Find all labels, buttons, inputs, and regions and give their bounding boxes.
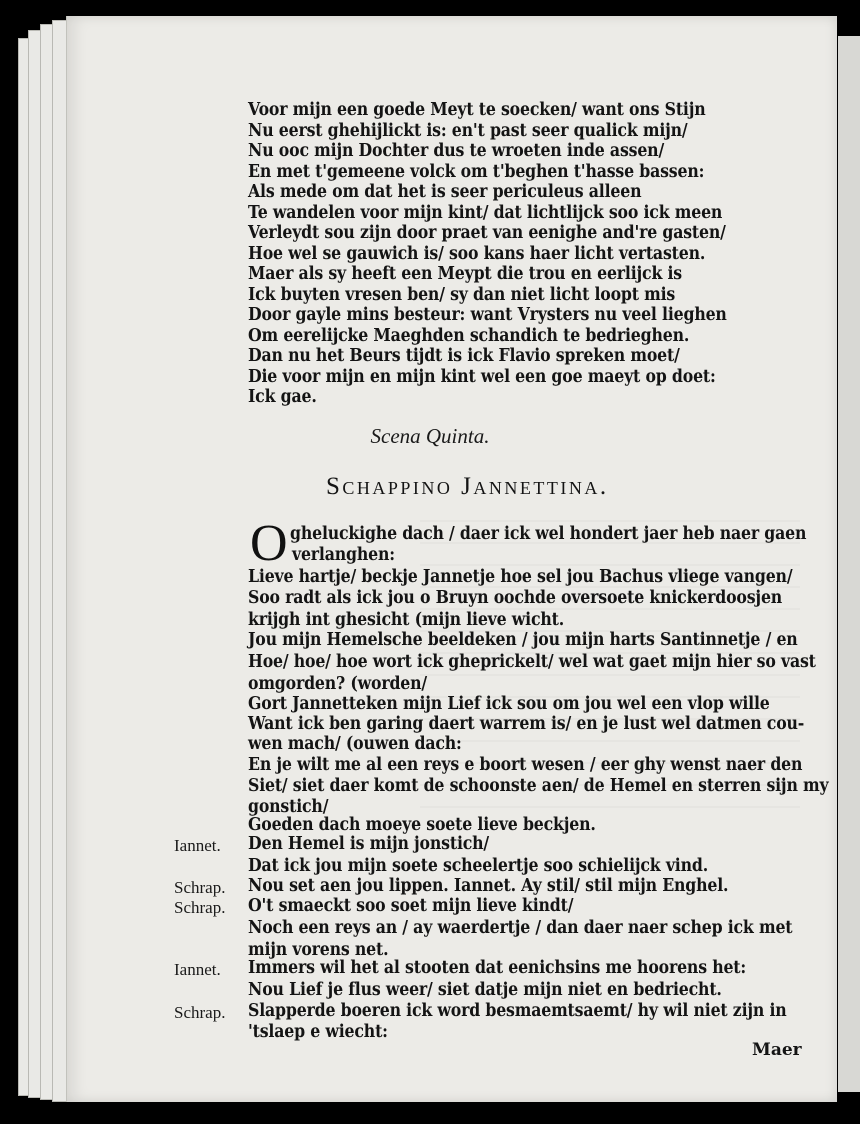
verse-line: Als mede om dat het is seer periculeus alleen bbox=[248, 182, 642, 202]
verse-line: Ick gae. bbox=[248, 387, 317, 407]
dialogue-line: gheluckighe dach / daer ick wel hondert jaer heb naer gaen bbox=[290, 524, 807, 544]
verse-line: Voor mijn een goede Meyt te soecken/ want ons Stijn bbox=[248, 100, 706, 120]
dialogue-line: Hoe/ hoe/ hoe wort ick gheprickelt/ wel wat gaet mijn hier so vast bbox=[248, 652, 816, 672]
scene-heading: Schappino Jannettina. bbox=[326, 473, 609, 500]
speaker-label: Iannet. bbox=[174, 960, 221, 979]
drop-cap: O bbox=[250, 515, 288, 572]
dialogue-line: Jou mijn Hemelsche beeldeken / jou mijn harts Santinnetje / en bbox=[248, 630, 798, 650]
dialogue-line: Slapperde boeren ick word besmaemtsaemt/ hy wil niet zijn in bbox=[248, 1001, 787, 1021]
verse-line: Dan nu het Beurs tijdt is ick Flavio spreken moet/ bbox=[248, 346, 680, 366]
dialogue-line: krijgh int ghesicht (mijn lieve wicht. bbox=[248, 610, 565, 630]
dialogue-line: Den Hemel is mijn jonstich/ bbox=[248, 834, 490, 854]
verse-line: Maer als sy heeft een Meypt die trou en eerlijck is bbox=[248, 264, 682, 284]
dialogue-line: Noch een reys an / ay waerdertje / dan daer naer schep ick met bbox=[248, 918, 793, 938]
facing-page-edge bbox=[838, 36, 860, 1092]
dialogue-line: En je wilt me al een reys e boort wesen / eer ghy wenst naer den bbox=[248, 755, 803, 775]
verse-line: Nu eerst ghehijlickt is: en't past seer qualick mijn/ bbox=[248, 120, 688, 141]
verse-line: Nu ooc mijn Dochter dus te wroeten inde assen/ bbox=[248, 141, 665, 161]
scene-title: Scena Quinta. bbox=[370, 424, 490, 448]
dialogue-line: gonstich/ bbox=[248, 797, 329, 817]
verse-line: Door gayle mins besteur: want Vrysters nu veel lieghen bbox=[248, 305, 727, 325]
speaker-label: Schrap. bbox=[174, 878, 226, 897]
verse-line: Die voor mijn en mijn kint wel een goe maeyt op doet: bbox=[248, 366, 716, 387]
dialogue-line: Goeden dach moeye soete lieve beckjen. bbox=[248, 815, 596, 835]
dialogue-line: 'tslaep e wiecht: bbox=[248, 1022, 388, 1042]
verse-line: Om eerelijcke Maeghden schandich te bedrieghen. bbox=[248, 325, 690, 346]
verse-line: En met t'gemeene volck om t'beghen t'hasse bassen: bbox=[248, 161, 705, 182]
catchword: Maer bbox=[752, 1040, 802, 1060]
verse-line: Te wandelen voor mijn kint/ dat lichtlijck soo ick meen bbox=[248, 202, 723, 223]
dialogue-line: Nou set aen jou lippen. Iannet. Ay stil/ stil mijn Enghel. bbox=[248, 876, 729, 896]
dialogue-line: Want ick ben garing daert warrem is/ en je lust wel datmen cou- bbox=[248, 714, 805, 734]
verse-line: Verleydt sou zijn door praet van eenighe and're gasten/ bbox=[248, 223, 726, 243]
verse-line: Hoe wel se gauwich is/ soo kans haer licht vertasten. bbox=[248, 243, 706, 264]
speaker-label: Iannet. bbox=[174, 836, 221, 855]
verse-line: Ick buyten vresen ben/ sy dan niet licht loopt mis bbox=[248, 284, 676, 305]
dialogue-line: Nou Lief je flus weer/ siet datje mijn niet en bedriecht. bbox=[248, 980, 722, 1000]
dialogue-line: O't smaeckt soo soet mijn lieve kindt/ bbox=[248, 896, 574, 916]
dialogue-line: Siet/ siet daer komt de schoonste aen/ de Hemel en sterren sijn my bbox=[248, 776, 829, 796]
dialogue-line: verlanghen: bbox=[292, 545, 395, 565]
dialogue-line: Gort Jannetteken mijn Lief ick sou om jou wel een vlop wille bbox=[248, 694, 770, 714]
dialogue-line: omgorden? (worden/ bbox=[248, 674, 428, 694]
dialogue-line: Immers wil het al stooten dat eenichsins me hoorens het: bbox=[248, 958, 747, 978]
speaker-label: Schrap. bbox=[174, 1003, 226, 1022]
dialogue-line: Soo radt als ick jou o Bruyn oochde oversoete knickerdoosjen bbox=[248, 588, 783, 608]
dialogue-line: Dat ick jou mijn soete scheelertje soo schielijck vind. bbox=[248, 856, 709, 876]
dialogue-line: wen mach/ (ouwen dach: bbox=[248, 734, 462, 754]
dialogue-line: mijn vorens net. bbox=[248, 940, 389, 960]
dialogue-line: Lieve hartje/ beckje Jannetje hoe sel jou Bachus vliege vangen/ bbox=[248, 567, 793, 587]
speaker-label: Schrap. bbox=[174, 898, 226, 917]
